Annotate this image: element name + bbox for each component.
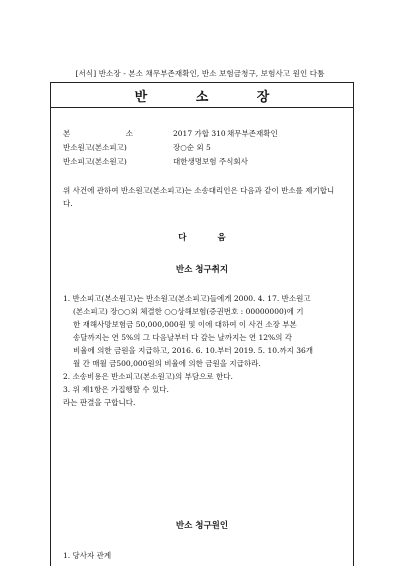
counter-defendant-value: 대한생명보험 주식회사: [173, 157, 248, 166]
case-name: 채무부존재확인: [227, 129, 278, 138]
claim-heading: 반소 청구취지: [175, 265, 229, 275]
document-frame: [50, 82, 354, 566]
claim-item-2: 2. 소송비용은 반소피고(본소원고)의 부담으로 한다.: [63, 372, 233, 381]
counter-plaintiff-label: 반소원고(본소피고): [63, 143, 127, 152]
next-heading: 다 음: [178, 233, 240, 243]
document-header: [서식] 반소장 - 본소 채무부존재확인, 반소 보험금청구, 보험사고 원인 다툼: [75, 69, 325, 78]
claim-line: (본소피고) 장○○외 체결한 ○○상해보험(증권번호 : 00000000)에 기: [73, 307, 304, 316]
claim-item-1: [63, 292, 345, 370]
case-number: 2017 가합 310: [173, 129, 226, 138]
claim-line: 1. 반소피고(본소원고)는 반소원고(본소피고)들에게 2000. 4. 17. 반소원고: [63, 294, 311, 303]
title-divider: [51, 107, 353, 108]
claims-list: [63, 292, 345, 409]
claim-line: 월 간 매월 금500,000원의 비율에 의한 금원을 지급하라.: [73, 359, 261, 368]
claim-line: 송달까지는 연 5%의 그 다음날부터 다 갚는 날까지는 연 12%의 각: [73, 333, 293, 342]
counter-plaintiff-value: 장○순 외 5: [173, 143, 211, 152]
case-label: 본 소: [63, 129, 133, 138]
cause-heading: 반소 청구원인: [175, 521, 229, 531]
document-title: 반 소 장: [134, 90, 292, 105]
claim-item-3: 3. 위 제1항은 가집행할 수 있다.: [63, 385, 169, 394]
claim-closing: 라는 판결을 구합니다.: [63, 398, 136, 407]
intro-paragraph: 위 사건에 관하여 반소원고(본소피고)는 소송대리인은 다음과 같이 반소를 제기합니다.: [63, 186, 335, 208]
claim-line: 한 재해사망보험금 50,000,000원 및 이에 대하여 이 사건 소장 부본: [73, 320, 297, 329]
counter-defendant-label: 반소피고(본소원고): [63, 157, 127, 166]
section-1-heading: 1. 당사자 관계: [63, 551, 112, 560]
claim-line: 비율에 의한 금원을 지급하고, 2016. 6. 10.부터 2019. 5. 10.까지 36개: [73, 346, 314, 355]
